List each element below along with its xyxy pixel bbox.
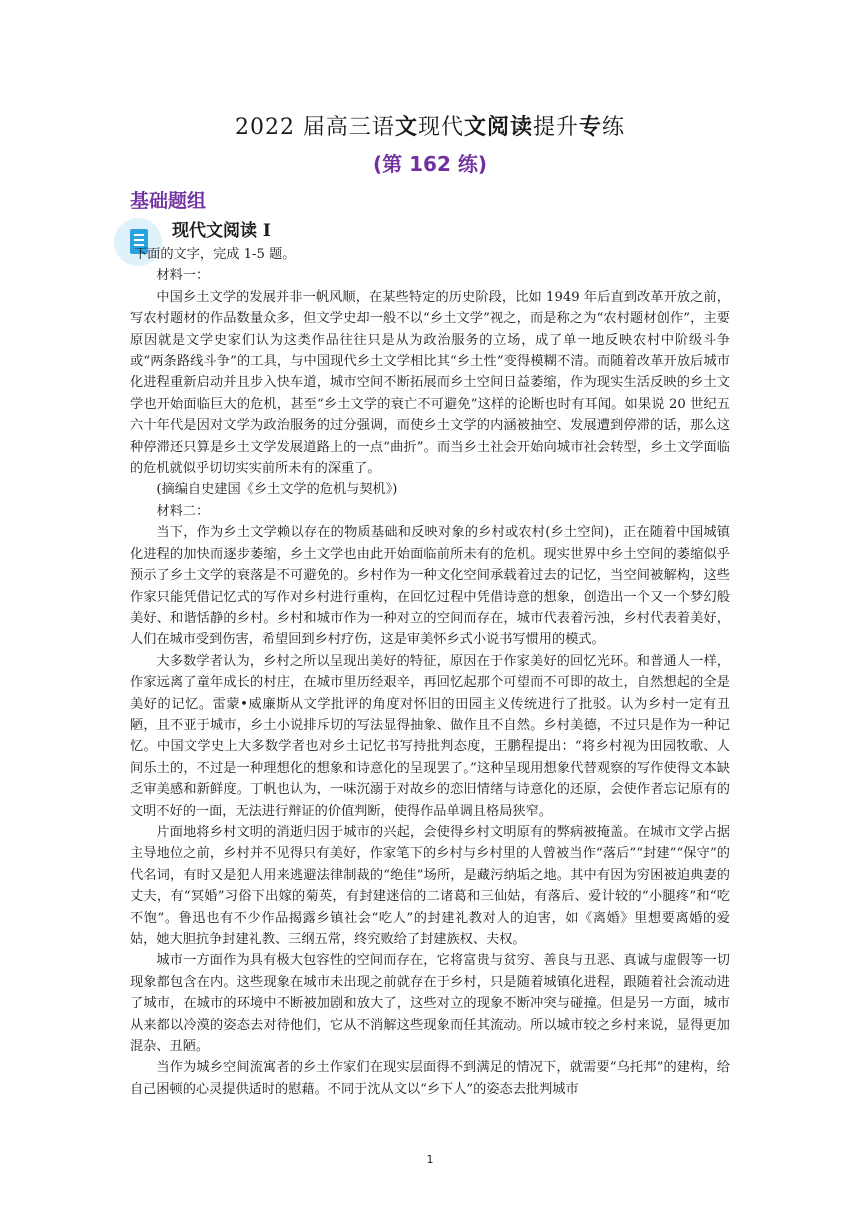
- material-2-label: 材料二：: [156, 503, 210, 519]
- article-body: [130, 244, 730, 1100]
- source-citation: (摘编自史建国《乡土文学的危机与契机》): [156, 482, 398, 498]
- subsection-heading: 现代文阅读 I: [172, 221, 271, 241]
- title-text-bold-3: 专: [579, 114, 603, 140]
- paragraph-5: 城市一方面作为具有极大包容性的空间而存在，它将富贵与贫穷、善良与丑恶、真诚与虚假等一切现象都包含在内。这些现象在城市未出现之前就存在于乡村，只是随着城镇化进程，跟随着社会流动进了城市，在城市的环境中不断被加剧和放大了，这些对立的现象不断冲突与碰撞。但是另一方面，城市从来都以冷漠的姿态去对待他们，它从不消解这些现象而任其流动。所以城市较之乡村来说，显得更加混杂、丑陋。: [130, 953, 730, 1055]
- page-subtitle: (第 162 练): [373, 152, 487, 176]
- paragraph-4: 片面地将乡村文明的消逝归因于城市的兴起，会使得乡村文明原有的弊病被掩盖。在城市文学占据主导地位之前，乡村并不见得只有美好，作家笔下的乡村与乡村里的人曾被当作“落后”“封建”“保守”的代名词，有时又是犯人用来逃避法律制裁的“绝佳”场所，是藏污纳垢之地。其中有因为穷困被迫典妻的丈夫，有“冥婚”习俗下出嫁的菊英，有封建迷信的二诸葛和三仙姑，有落后、爱计较的“小腿疼”和“吃不饱”。鲁迅也有不少作品揭露乡镇社会“吃人”的封建礼教对人的迫害，如《离婚》里想要离婚的爱姑，她大胆抗争封建礼教、三纲五常，终究败给了封建族权、夫权。: [130, 824, 730, 947]
- material-1-label: 材料一：: [156, 268, 210, 284]
- page-number: 1: [426, 1153, 434, 1166]
- title-text-3: 提升: [532, 115, 579, 140]
- title-text-bold-1: 文: [394, 114, 418, 140]
- title-text-1: 2022 届高三语: [234, 115, 395, 140]
- paragraph-2: 当下，作为乡土文学赖以存在的物质基础和反映对象的乡村或农村(乡土空间)，正在随着中国城镇化进程的加快而逐步萎缩，乡土文学也由此开始面临前所未有的危机。现实世界中乡土空间的萎缩似乎预示了乡土文学的衰落是不可避免的。乡村作为一种文化空间承载着过去的记忆，当空间被解构，这些作家只能凭借记忆式的写作对乡村进行重构，在回忆过程中凭借诗意的想象，创造出一个又一个梦幻般美好、和谐恬静的乡村。乡村和城市作为一种对立的空间而存在，城市代表着污浊，乡村代表着美好，人们在城市受到伤害，希望回到乡村疗伤，这是审美怀乡式小说书写惯用的模式。: [130, 525, 730, 648]
- paragraph-6: 当作为城乡空间流寓者的乡土作家们在现实层面得不到满足的情况下，就需要“乌托邦”的建构，给自己困顿的心灵提供适时的慰藉。不同于沈从文以“乡下人”的姿态去批判城市: [130, 1060, 730, 1097]
- title-text-bold-2: 文阅读: [463, 114, 533, 140]
- title-text-2: 现代: [417, 115, 464, 140]
- section-heading: 基础题组: [130, 190, 207, 212]
- paragraph-3: 大多数学者认为，乡村之所以呈现出美好的特征，原因在于作家美好的回忆光环。和普通人一样，作家远离了童年成长的村庄，在城市里历经艰辛，再回忆起那个可望而不可即的故土，自然想起的全是美好的记忆。雷蒙•威廉斯从文学批评的角度对怀旧的田园主义传统进行了批驳。认为乡村一定有丑陋，且不亚于城市，乡土小说排斥切的写法显得抽象、做作且不自然。乡村美德，不过只是作为一种记忆。中国文学史上大多数学者也对乡土记忆书写持批判态度，王鹏程提出：“将乡村视为田园牧歌、人间乐土的，不过是一种理想化的想象和诗意化的呈现罢了。”这种呈现用想象代替观察的写作使得文本缺乏审美感和新鲜度。丁帆也认为，一味沉溺于对故乡的恋旧情绪与诗意化的还原，会使作者忘记原有的文明不好的一面，无法进行辩证的价值判断，使得作品单调且格局狭窄。: [130, 653, 730, 819]
- paragraph-1: 中国乡土文学的发展并非一帆风顺，在某些特定的历史阶段，比如 1949 年后直到改革开放之前，写农村题材的作品数量众多，但文学史却一般不以“乡土文学”视之，而是称之为“农村题材创作”，主要原因就是文学史家们认为这类作品往往只是从为政治服务的立场，成了单一地反映农村中阶级斗争或“两条路线斗争”的工具，与中国现代乡土文学相比其“乡土性”变得模糊不清。而随着改革开放后城市化进程重新启动并且步入快车道，城市空间不断拓展而乡土空间日益萎缩，作为现实生活反映的乡土文学也开始面临巨大的危机，甚至“乡土文学的衰亡不可避免”这样的论断也时有耳闻。如果说 20 世纪五六十年代是因对文学为政治服务的过分强调，而使乡土文学的内涵被抽空、发展遭到停滞的话，那么这种停滞还只算是乡土文学发展道路上的一点“曲折”。而当乡土社会开始向城市社会转型，乡土文学面临的危机就似乎切切实实前所未有的深重了。: [130, 289, 730, 477]
- title-text-4: 练: [602, 115, 626, 140]
- page-title: [0, 110, 860, 141]
- instruction-text: 下面的文字，完成 1-5 题。: [133, 247, 296, 262]
